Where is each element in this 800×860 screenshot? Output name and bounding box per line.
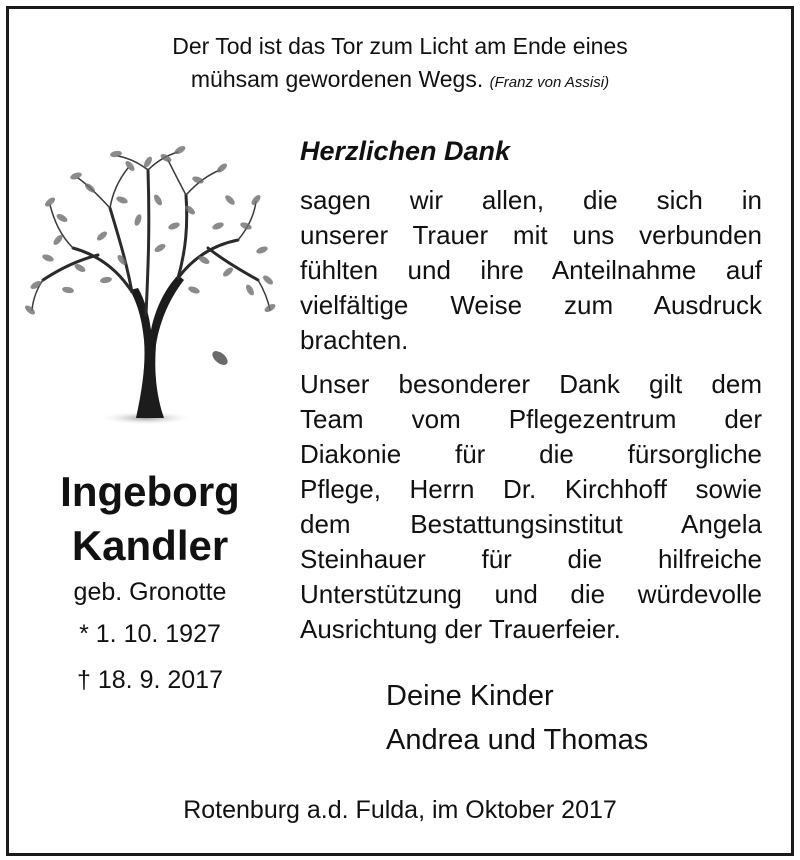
death-date: † 18. 9. 2017 xyxy=(77,666,223,694)
tree-icon xyxy=(18,140,278,430)
text-line: Pflege, Herrn Dr. Kirchhoff sowie xyxy=(300,474,762,504)
thanks-paragraph-1 xyxy=(300,183,762,358)
quote xyxy=(0,30,800,99)
maiden-name: geb. Gronotte xyxy=(73,578,227,606)
place-date: Rotenburg a.d. Fulda, im Oktober 2017 xyxy=(183,796,617,824)
deceased-last-name: Kandler xyxy=(71,522,229,569)
birth-date: * 1. 10. 1927 xyxy=(79,620,221,648)
text-line: unserer Trauer mit uns verbunden xyxy=(300,220,762,250)
text-line: sagen wir allen, die sich in xyxy=(300,185,762,215)
text-line: Steinhauer für die hilfreiche xyxy=(300,544,762,574)
text-line: Team vom Pflegezentrum der xyxy=(300,404,762,434)
signature-line-1: Deine Kinder xyxy=(386,680,554,712)
quote-line-2 xyxy=(0,63,800,99)
thanks-heading: Herzlichen Dank xyxy=(300,136,511,166)
text-line: Ausrichtung der Trauerfeier. xyxy=(300,614,621,644)
text-line: Diakonie für die fürsorgliche xyxy=(300,439,762,469)
thanks-paragraph-2 xyxy=(300,367,762,647)
quote-author: (Franz von Assisi) xyxy=(489,74,610,91)
deceased-first-name: Ingeborg xyxy=(60,468,240,515)
signature-line-2: Andrea und Thomas xyxy=(386,724,649,756)
text-line: Unterstützung und die würdevolle xyxy=(300,579,762,609)
quote-line-1: Der Tod ist das Tor zum Licht am Ende eines xyxy=(172,33,628,59)
text-line: Unser besonderer Dank gilt dem xyxy=(300,369,762,399)
quote-line-2-text: mühsam gewordenen Wegs. xyxy=(190,66,484,92)
text-line: brachten. xyxy=(300,325,409,355)
text-line: dem Bestattungsinstitut Angela xyxy=(300,509,762,539)
text-line: fühlten und ihre Anteilnahme auf xyxy=(300,255,762,285)
text-line: vielfältige Weise zum Ausdruck xyxy=(300,290,762,320)
leaf-icon xyxy=(210,348,230,367)
